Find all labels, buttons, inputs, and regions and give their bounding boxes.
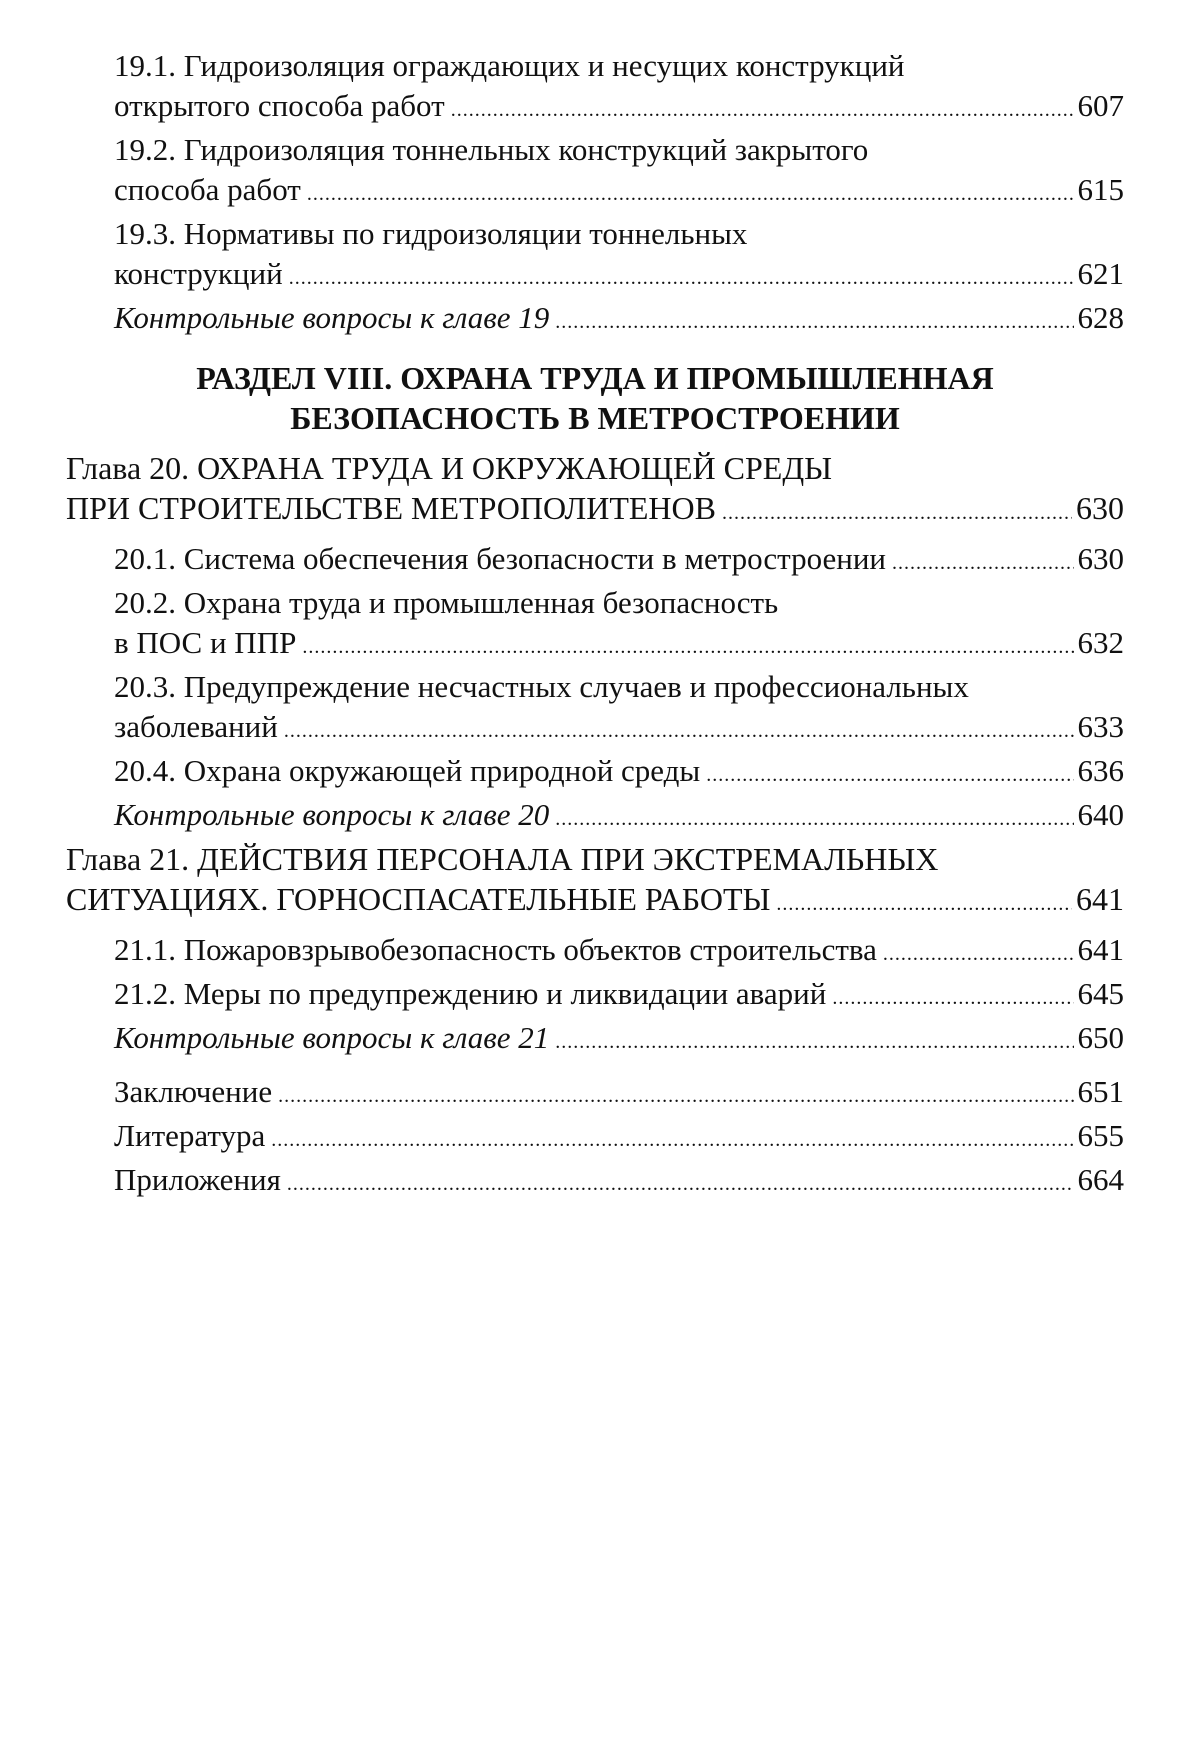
- toc-page-number: 633: [1077, 709, 1124, 744]
- toc-entry-title: Контрольные вопросы к главе 21: [114, 1020, 550, 1055]
- toc-page-number: 650: [1077, 1020, 1124, 1055]
- toc-page-number: 664: [1077, 1162, 1124, 1197]
- toc-entry-title: Заключение: [114, 1074, 273, 1109]
- dot-leader: [832, 978, 1073, 1018]
- toc-entry-questions-20: [114, 795, 1124, 839]
- dot-leader: [555, 1022, 1073, 1062]
- toc-entry-21-1: [114, 930, 1124, 974]
- toc-entry-20-4: [114, 751, 1124, 795]
- toc-entry-19-1: [114, 46, 1124, 130]
- dot-leader: [284, 711, 1074, 751]
- toc-entry-19-2: [114, 130, 1124, 214]
- table-of-contents: [66, 46, 1124, 1204]
- dot-leader: [776, 884, 1072, 924]
- dot-leader: [278, 1076, 1073, 1116]
- toc-chapter-title: Глава 20. ОХРАНА ТРУДА И ОКРУЖАЮЩЕЙ СРЕДЫ: [66, 450, 833, 486]
- toc-entry-title-cont: в ПОС и ППР: [114, 625, 297, 660]
- section-heading-line: РАЗДЕЛ VIII. ОХРАНА ТРУДА И ПРОМЫШЛЕННАЯ: [196, 360, 994, 396]
- toc-entry-title-cont: конструкций: [114, 256, 283, 291]
- toc-entry-title: Контрольные вопросы к главе 20: [114, 797, 550, 832]
- toc-page-number: 607: [1077, 88, 1124, 123]
- toc-page-number: 645: [1077, 976, 1124, 1011]
- toc-entry-20-2: [114, 583, 1124, 667]
- toc-entry-title: 20.2. Охрана труда и промышленная безопасность: [114, 585, 779, 620]
- toc-entry-literature: [114, 1116, 1124, 1160]
- toc-entry-21-2: [114, 974, 1124, 1018]
- dot-leader: [307, 174, 1074, 214]
- toc-chapter-21: [66, 839, 1124, 924]
- dot-leader: [451, 90, 1074, 130]
- dot-leader: [289, 258, 1074, 298]
- toc-entry-19-3: [114, 214, 1124, 298]
- dot-leader: [271, 1120, 1073, 1160]
- dot-leader: [302, 627, 1073, 667]
- toc-entry-title: 21.2. Меры по предупреждению и ликвидации аварий: [114, 976, 827, 1011]
- toc-entry-appendices: [114, 1160, 1124, 1204]
- toc-entry-title: 21.1. Пожаровзрывобезопасность объектов строительства: [114, 932, 877, 967]
- toc-page-number: 651: [1077, 1074, 1124, 1109]
- toc-entry-title: 19.3. Нормативы по гидроизоляции тоннельных: [114, 216, 748, 251]
- toc-chapter-20: [66, 448, 1124, 533]
- toc-entry-title-cont: открытого способа работ: [114, 88, 445, 123]
- toc-page-number: 630: [1077, 541, 1124, 576]
- toc-entry-title: 20.4. Охрана окружающей природной среды: [114, 753, 701, 788]
- toc-chapter-title-cont: ПРИ СТРОИТЕЛЬСТВЕ МЕТРОПОЛИТЕНОВ: [66, 490, 716, 526]
- dot-leader: [555, 799, 1073, 839]
- toc-entry-title: 20.1. Система обеспечения безопасности в метростроении: [114, 541, 887, 576]
- toc-entry-20-1: [114, 539, 1124, 583]
- toc-entry-20-3: [114, 667, 1124, 751]
- section-heading-line: БЕЗОПАСНОСТЬ В МЕТРОСТРОЕНИИ: [290, 400, 900, 436]
- toc-page-number: 640: [1077, 797, 1124, 832]
- toc-entry-title: Литература: [114, 1118, 266, 1153]
- toc-entry-title-cont: заболеваний: [114, 709, 278, 744]
- dot-leader: [555, 302, 1073, 342]
- toc-page-number: 641: [1077, 932, 1124, 967]
- toc-page-number: 636: [1077, 753, 1124, 788]
- toc-entry-title: 19.2. Гидроизоляция тоннельных конструкций закрытого: [114, 132, 869, 167]
- toc-chapter-title: Глава 21. ДЕЙСТВИЯ ПЕРСОНАЛА ПРИ ЭКСТРЕМАЛЬНЫХ: [66, 841, 939, 877]
- dot-leader: [706, 755, 1073, 795]
- toc-entry-title: Приложения: [114, 1162, 281, 1197]
- toc-entry-title: 20.3. Предупреждение несчастных случаев и профессиональных: [114, 669, 969, 704]
- dot-leader: [287, 1164, 1074, 1204]
- toc-entry-questions-19: [114, 298, 1124, 342]
- dot-leader: [892, 543, 1073, 583]
- toc-page-number: 621: [1077, 256, 1124, 291]
- toc-page-number: 632: [1077, 625, 1124, 660]
- toc-entry-title: Контрольные вопросы к главе 19: [114, 300, 550, 335]
- toc-page-number: 630: [1076, 490, 1124, 526]
- toc-page-number: 641: [1076, 881, 1124, 917]
- dot-leader: [883, 934, 1074, 974]
- toc-page-number: 655: [1077, 1118, 1124, 1153]
- toc-entry-title-cont: способа работ: [114, 172, 301, 207]
- dot-leader: [722, 493, 1072, 533]
- toc-page-number: 615: [1077, 172, 1124, 207]
- toc-chapter-title-cont: СИТУАЦИЯХ. ГОРНОСПАСАТЕЛЬНЫЕ РАБОТЫ: [66, 881, 771, 917]
- toc-page-number: 628: [1077, 300, 1124, 335]
- toc-entry-questions-21: [114, 1018, 1124, 1062]
- toc-entry-title: 19.1. Гидроизоляция ограждающих и несущих конструкций: [114, 48, 905, 83]
- section-heading: [66, 358, 1124, 438]
- toc-entry-conclusion: [114, 1072, 1124, 1116]
